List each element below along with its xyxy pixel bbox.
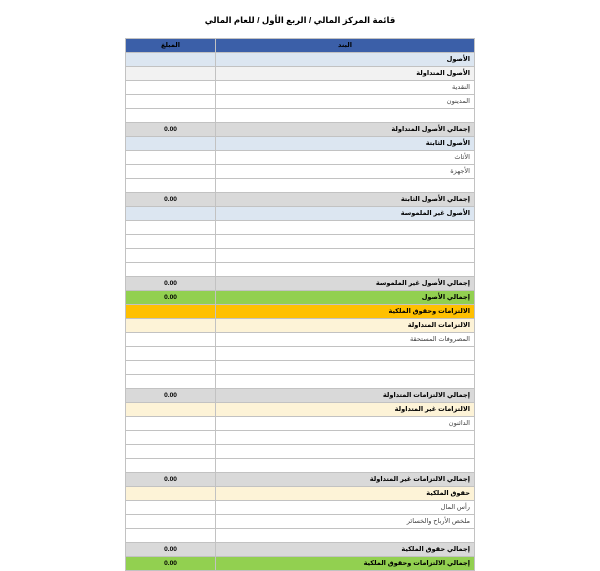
table-row[interactable] (126, 137, 475, 151)
cell-amount[interactable] (126, 151, 216, 165)
table-row[interactable] (126, 529, 475, 543)
table-header (126, 39, 475, 53)
table-row[interactable] (126, 207, 475, 221)
cell-item[interactable]: رأس المال (216, 501, 475, 515)
table-row[interactable] (126, 235, 475, 249)
cell-item[interactable]: ملخص الأرباح والخسائر (216, 515, 475, 529)
cell-item[interactable]: إجمالي الأصول (216, 291, 475, 305)
cell-item[interactable] (216, 179, 475, 193)
table-row[interactable] (126, 179, 475, 193)
cell-item[interactable]: الأصول الثابتة (216, 137, 475, 151)
cell-amount[interactable]: 0.00 (126, 291, 216, 305)
cell-item[interactable] (216, 249, 475, 263)
table-row[interactable] (126, 249, 475, 263)
cell-item[interactable] (216, 263, 475, 277)
cell-item[interactable] (216, 529, 475, 543)
cell-amount[interactable] (126, 137, 216, 151)
cell-amount[interactable]: 0.00 (126, 193, 216, 207)
cell-amount[interactable]: 0.00 (126, 473, 216, 487)
cell-amount[interactable] (126, 515, 216, 529)
cell-item[interactable]: الأصول غير الملموسة (216, 207, 475, 221)
table-body (126, 53, 475, 571)
cell-item[interactable] (216, 221, 475, 235)
cell-item[interactable] (216, 109, 475, 123)
cell-amount[interactable] (126, 249, 216, 263)
cell-amount[interactable] (126, 67, 216, 81)
cell-amount[interactable] (126, 263, 216, 277)
table-row[interactable] (126, 123, 475, 137)
cell-amount[interactable] (126, 53, 216, 67)
cell-amount[interactable] (126, 207, 216, 221)
cell-amount[interactable] (126, 361, 216, 375)
cell-amount[interactable] (126, 403, 216, 417)
cell-amount[interactable]: 0.00 (126, 543, 216, 557)
cell-amount[interactable]: 0.00 (126, 123, 216, 137)
table-row[interactable] (126, 53, 475, 67)
cell-amount[interactable] (126, 165, 216, 179)
cell-item[interactable]: إجمالي الالتزامات وحقوق الملكية (216, 557, 475, 571)
cell-amount[interactable] (126, 235, 216, 249)
table-row[interactable] (126, 347, 475, 361)
cell-amount[interactable] (126, 431, 216, 445)
table-row[interactable] (126, 319, 475, 333)
cell-amount[interactable]: 0.00 (126, 389, 216, 403)
table-header-row (126, 39, 475, 53)
cell-amount[interactable] (126, 179, 216, 193)
table-row[interactable] (126, 95, 475, 109)
cell-item[interactable]: إجمالي الالتزامات المتداولة (216, 389, 475, 403)
cell-item[interactable]: الأثاث (216, 151, 475, 165)
table-row[interactable] (126, 389, 475, 403)
table-row[interactable] (126, 193, 475, 207)
table-row[interactable] (126, 515, 475, 529)
cell-amount[interactable] (126, 501, 216, 515)
table-row[interactable] (126, 431, 475, 445)
table-row[interactable] (126, 81, 475, 95)
table-row[interactable] (126, 403, 475, 417)
cell-item[interactable]: إجمالي حقوق الملكية (216, 543, 475, 557)
cell-item[interactable]: الأصول (216, 53, 475, 67)
cell-item[interactable]: النقدية (216, 81, 475, 95)
cell-item[interactable] (216, 459, 475, 473)
table-row[interactable] (126, 221, 475, 235)
cell-item[interactable] (216, 445, 475, 459)
cell-item[interactable] (216, 347, 475, 361)
table-row[interactable] (126, 445, 475, 459)
table-row[interactable] (126, 501, 475, 515)
cell-amount[interactable] (126, 417, 216, 431)
table-row[interactable] (126, 151, 475, 165)
cell-item[interactable] (216, 375, 475, 389)
cell-amount[interactable] (126, 529, 216, 543)
table-row[interactable] (126, 417, 475, 431)
cell-amount[interactable] (126, 347, 216, 361)
table-row[interactable] (126, 67, 475, 81)
cell-item[interactable]: إجمالي الالتزامات غير المتداولة (216, 473, 475, 487)
cell-amount[interactable] (126, 95, 216, 109)
table-row[interactable] (126, 487, 475, 501)
table-row[interactable] (126, 543, 475, 557)
table-row[interactable] (126, 361, 475, 375)
cell-item[interactable]: حقوق الملكية (216, 487, 475, 501)
cell-amount[interactable] (126, 333, 216, 347)
cell-amount[interactable]: 0.00 (126, 277, 216, 291)
cell-item[interactable] (216, 235, 475, 249)
cell-amount[interactable] (126, 459, 216, 473)
table-row[interactable] (126, 473, 475, 487)
cell-amount[interactable] (126, 319, 216, 333)
table-row[interactable] (126, 333, 475, 347)
cell-item[interactable]: المصروفات المستحقة (216, 333, 475, 347)
cell-amount[interactable] (126, 375, 216, 389)
cell-item[interactable]: الأجهزة (216, 165, 475, 179)
table-row[interactable] (126, 165, 475, 179)
cell-amount[interactable]: 0.00 (126, 557, 216, 571)
column-header-item[interactable]: البند (216, 39, 475, 53)
column-header-amount[interactable]: المبلغ (126, 39, 216, 53)
cell-item[interactable] (216, 431, 475, 445)
financial-statement-table-wrapper (126, 38, 475, 571)
table-row[interactable] (126, 263, 475, 277)
financial-statement-table (125, 38, 475, 571)
cell-amount[interactable] (126, 109, 216, 123)
table-row[interactable] (126, 375, 475, 389)
cell-item[interactable]: المدينون (216, 95, 475, 109)
cell-item[interactable]: الالتزامات وحقوق الملكية (216, 305, 475, 319)
table-row[interactable] (126, 291, 475, 305)
cell-item[interactable]: إجمالي الأصول الثابتة (216, 193, 475, 207)
cell-item[interactable]: إجمالي الأصول غير الملموسة (216, 277, 475, 291)
cell-amount[interactable] (126, 487, 216, 501)
cell-item[interactable]: إجمالي الأصول المتداولة (216, 123, 475, 137)
cell-amount[interactable] (126, 305, 216, 319)
table-row[interactable] (126, 109, 475, 123)
cell-item[interactable]: الالتزامات المتداولة (216, 319, 475, 333)
table-row[interactable] (126, 459, 475, 473)
cell-item[interactable] (216, 361, 475, 375)
cell-amount[interactable] (126, 445, 216, 459)
table-row[interactable] (126, 557, 475, 571)
table-row[interactable] (126, 305, 475, 319)
page-title: قائمة المركز المالي / الربع الأول / للعام المالي (204, 15, 396, 25)
cell-amount[interactable] (126, 221, 216, 235)
cell-item[interactable]: الالتزامات غير المتداولة (216, 403, 475, 417)
table-row[interactable] (126, 277, 475, 291)
cell-amount[interactable] (126, 81, 216, 95)
cell-item[interactable]: الدائنون (216, 417, 475, 431)
cell-item[interactable]: الأصول المتداولة (216, 67, 475, 81)
